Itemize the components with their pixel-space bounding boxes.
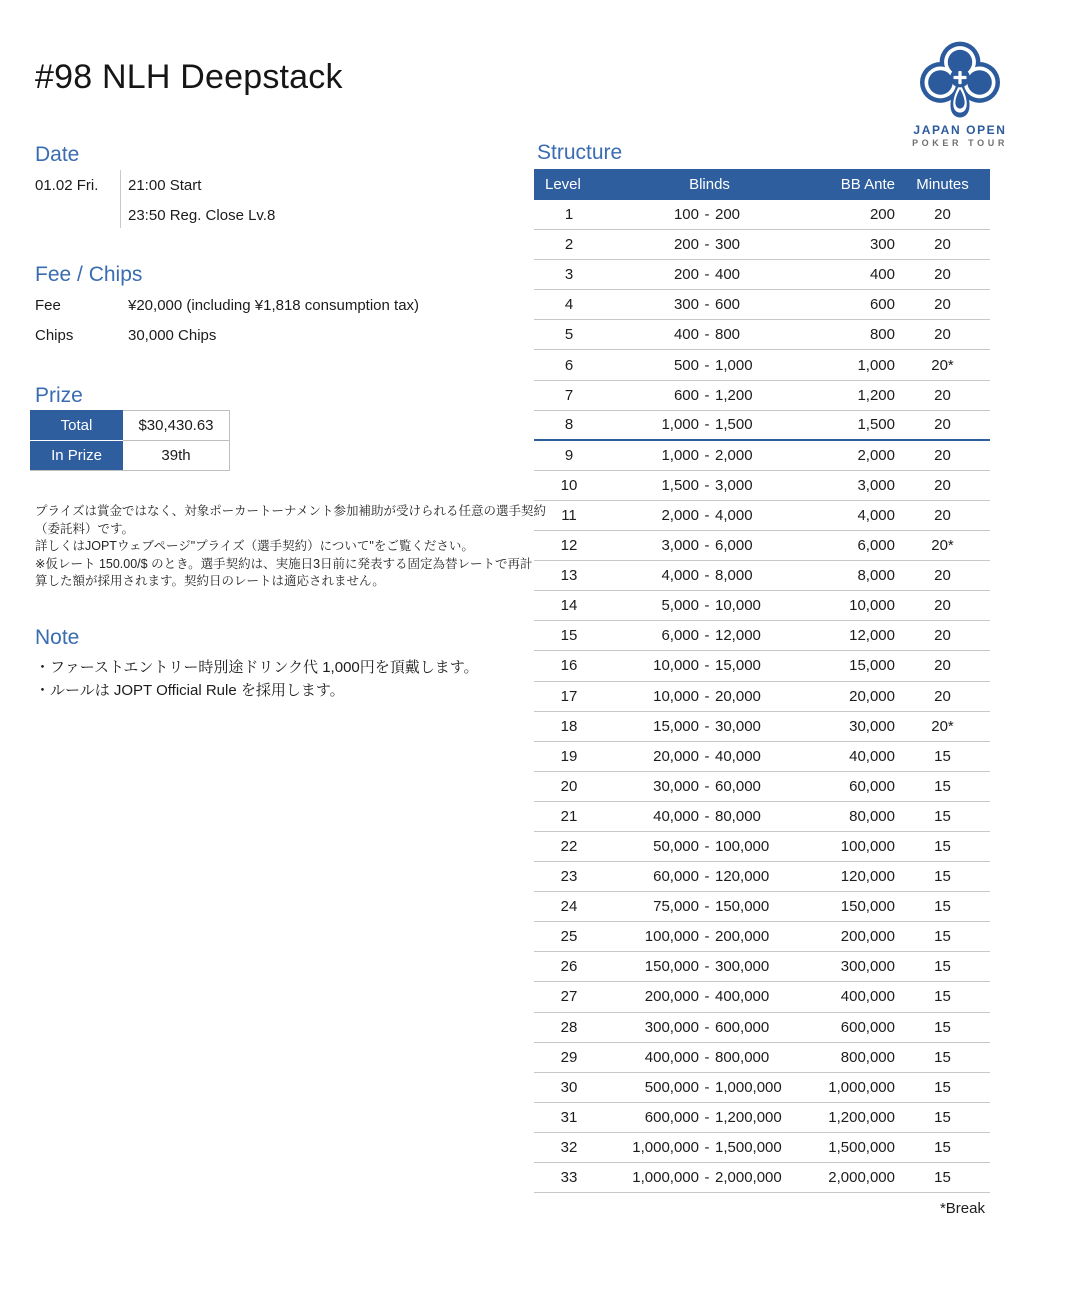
bb-ante-cell: 120,000 bbox=[840, 868, 895, 886]
level-cell: 2 bbox=[564, 236, 574, 254]
blinds-separator: - bbox=[704, 597, 710, 615]
bb-ante-cell: 4,000 bbox=[857, 506, 895, 524]
minutes-cell: 15 bbox=[934, 1018, 951, 1036]
minutes-cell: 20* bbox=[931, 537, 954, 555]
big-blind-cell: 1,500,000 bbox=[715, 1138, 782, 1156]
structure-table-row bbox=[534, 1133, 990, 1163]
structure-table-row bbox=[534, 1103, 990, 1133]
big-blind-cell: 200 bbox=[715, 206, 741, 224]
structure-table-row bbox=[534, 982, 990, 1012]
small-blind-cell: 1,000,000 bbox=[632, 1138, 699, 1156]
start-time: 21:00 Start bbox=[128, 177, 202, 194]
structure-table-row bbox=[534, 1043, 990, 1073]
small-blind-cell: 1,000 bbox=[661, 446, 699, 464]
blinds-separator: - bbox=[704, 657, 710, 675]
structure-table-row bbox=[534, 802, 990, 832]
bb-ante-cell: 30,000 bbox=[849, 717, 895, 735]
club-suit-icon bbox=[919, 40, 1001, 120]
structure-table-row bbox=[534, 531, 990, 561]
small-blind-cell: 10,000 bbox=[653, 687, 699, 705]
small-blind-cell: 100,000 bbox=[644, 928, 699, 946]
minutes-cell: 20 bbox=[934, 657, 951, 675]
structure-table-row bbox=[534, 411, 990, 441]
structure-table-row bbox=[534, 441, 990, 471]
blinds-separator: - bbox=[704, 1108, 710, 1126]
big-blind-cell: 1,500 bbox=[715, 416, 753, 434]
small-blind-cell: 5,000 bbox=[661, 597, 699, 615]
small-blind-cell: 300,000 bbox=[644, 1018, 699, 1036]
level-cell: 19 bbox=[560, 747, 578, 765]
structure-table-row bbox=[534, 651, 990, 681]
big-blind-cell: 400,000 bbox=[715, 988, 770, 1006]
structure-table-row bbox=[534, 1073, 990, 1103]
bb-ante-cell: 1,500,000 bbox=[828, 1138, 895, 1156]
bb-ante-cell: 1,200,000 bbox=[828, 1108, 895, 1126]
small-blind-cell: 75,000 bbox=[653, 898, 699, 916]
structure-table-row bbox=[534, 200, 990, 230]
big-blind-cell: 20,000 bbox=[715, 687, 761, 705]
big-blind-cell: 800,000 bbox=[715, 1048, 770, 1066]
small-blind-cell: 10,000 bbox=[653, 657, 699, 675]
big-blind-cell: 400 bbox=[715, 266, 741, 284]
structure-table-row bbox=[534, 621, 990, 651]
chips-label: Chips bbox=[35, 327, 74, 344]
small-blind-cell: 50,000 bbox=[653, 838, 699, 856]
level-cell: 15 bbox=[560, 627, 578, 645]
big-blind-cell: 3,000 bbox=[715, 476, 753, 494]
small-blind-cell: 150,000 bbox=[644, 958, 699, 976]
blinds-separator: - bbox=[704, 537, 710, 555]
bb-ante-cell: 12,000 bbox=[849, 627, 895, 645]
structure-table-row bbox=[534, 350, 990, 380]
minutes-cell: 15 bbox=[934, 928, 951, 946]
minutes-cell: 20 bbox=[934, 236, 951, 254]
blinds-separator: - bbox=[704, 296, 710, 314]
bb-ante-cell: 150,000 bbox=[840, 898, 895, 916]
blinds-separator: - bbox=[704, 988, 710, 1006]
bb-ante-cell: 6,000 bbox=[857, 537, 895, 555]
big-blind-cell: 1,000 bbox=[715, 356, 753, 374]
small-blind-cell: 600 bbox=[673, 386, 699, 404]
blinds-separator: - bbox=[704, 476, 710, 494]
minutes-cell: 20 bbox=[934, 266, 951, 284]
blinds-separator: - bbox=[704, 898, 710, 916]
minutes-cell: 15 bbox=[934, 988, 951, 1006]
structure-table-row bbox=[534, 320, 990, 350]
level-cell: 5 bbox=[564, 326, 574, 344]
prize-disclaimer-line: ※仮レート 150.00/$ のとき。選手契約は、実施日3日前に発表する固定為替レートで再計 bbox=[35, 556, 533, 571]
break-footnote: *Break bbox=[939, 1200, 985, 1217]
prize-inprize-label: In Prize bbox=[30, 440, 123, 470]
blinds-separator: - bbox=[704, 958, 710, 976]
big-blind-cell: 80,000 bbox=[715, 807, 761, 825]
bb-ante-cell: 300 bbox=[869, 236, 895, 254]
structure-table-row bbox=[534, 591, 990, 621]
level-cell: 4 bbox=[564, 296, 574, 314]
level-cell: 7 bbox=[564, 386, 574, 404]
blinds-separator: - bbox=[704, 266, 710, 284]
small-blind-cell: 4,000 bbox=[661, 567, 699, 585]
structure-table-row bbox=[534, 1163, 990, 1193]
minutes-cell: 15 bbox=[934, 958, 951, 976]
level-cell: 22 bbox=[560, 838, 578, 856]
minutes-cell: 20 bbox=[934, 476, 951, 494]
level-cell: 11 bbox=[561, 506, 577, 524]
bb-ante-cell: 1,500 bbox=[857, 416, 895, 434]
structure-table-row bbox=[534, 922, 990, 952]
big-blind-cell: 800 bbox=[715, 326, 741, 344]
level-cell: 29 bbox=[560, 1048, 578, 1066]
level-cell: 17 bbox=[560, 687, 578, 705]
big-blind-cell: 2,000,000 bbox=[715, 1169, 782, 1187]
minutes-cell: 20 bbox=[934, 567, 951, 585]
big-blind-cell: 15,000 bbox=[715, 657, 761, 675]
bb-ante-cell: 80,000 bbox=[849, 807, 895, 825]
bb-ante-cell: 15,000 bbox=[849, 657, 895, 675]
prize-total-value: $30,430.63 bbox=[123, 410, 230, 440]
big-blind-cell: 100,000 bbox=[715, 838, 770, 856]
level-cell: 1 bbox=[564, 206, 574, 224]
column-header-bb-ante: BB Ante bbox=[840, 176, 895, 193]
level-cell: 26 bbox=[560, 958, 578, 976]
prize-disclaimer-line: 詳しくはJOPTウェブページ"プライズ（選手契約）について"をご覧ください。 bbox=[35, 539, 474, 554]
small-blind-cell: 100 bbox=[673, 206, 699, 224]
bb-ante-cell: 60,000 bbox=[849, 777, 895, 795]
small-blind-cell: 6,000 bbox=[661, 627, 699, 645]
bb-ante-cell: 10,000 bbox=[849, 597, 895, 615]
minutes-cell: 20 bbox=[934, 386, 951, 404]
level-cell: 32 bbox=[560, 1138, 578, 1156]
bb-ante-cell: 1,000,000 bbox=[828, 1078, 895, 1096]
minutes-cell: 15 bbox=[934, 898, 951, 916]
big-blind-cell: 1,200 bbox=[715, 386, 753, 404]
note-item: ・ファーストエントリー時別途ドリンク代 1,000円を頂戴します。 bbox=[35, 659, 479, 676]
blinds-separator: - bbox=[704, 868, 710, 886]
minutes-cell: 15 bbox=[934, 1078, 951, 1096]
minutes-cell: 20 bbox=[934, 627, 951, 645]
structure-table-body bbox=[534, 200, 990, 1193]
bb-ante-cell: 800 bbox=[869, 326, 895, 344]
minutes-cell: 15 bbox=[934, 868, 951, 886]
level-cell: 30 bbox=[560, 1078, 578, 1096]
level-cell: 24 bbox=[560, 898, 578, 916]
structure-table-row bbox=[534, 742, 990, 772]
bb-ante-cell: 100,000 bbox=[840, 838, 895, 856]
level-cell: 14 bbox=[560, 597, 578, 615]
logo-text-poker-tour: POKER TOUR bbox=[912, 138, 1008, 148]
date-value: 01.02 Fri. bbox=[35, 177, 99, 194]
small-blind-cell: 400 bbox=[673, 326, 699, 344]
minutes-cell: 15 bbox=[934, 1169, 951, 1187]
bb-ante-cell: 40,000 bbox=[849, 747, 895, 765]
minutes-cell: 20 bbox=[934, 326, 951, 344]
level-cell: 23 bbox=[560, 868, 578, 886]
blinds-separator: - bbox=[704, 807, 710, 825]
level-cell: 12 bbox=[560, 537, 578, 555]
structure-table-row bbox=[534, 832, 990, 862]
structure-table-row bbox=[534, 260, 990, 290]
prize-disclaimer-line: 算した額が採用されます。契約日のレートは適応されません。 bbox=[35, 574, 385, 589]
blinds-separator: - bbox=[704, 838, 710, 856]
big-blind-cell: 10,000 bbox=[715, 597, 761, 615]
minutes-cell: 15 bbox=[934, 838, 951, 856]
small-blind-cell: 30,000 bbox=[653, 777, 699, 795]
big-blind-cell: 6,000 bbox=[715, 537, 753, 555]
page-title: #98 NLH Deepstack bbox=[35, 58, 343, 96]
minutes-cell: 15 bbox=[934, 1108, 951, 1126]
level-cell: 16 bbox=[560, 657, 578, 675]
blinds-separator: - bbox=[704, 687, 710, 705]
blinds-separator: - bbox=[704, 1018, 710, 1036]
big-blind-cell: 12,000 bbox=[715, 627, 761, 645]
bb-ante-cell: 400,000 bbox=[840, 988, 895, 1006]
level-cell: 13 bbox=[560, 567, 578, 585]
structure-table-row bbox=[534, 682, 990, 712]
big-blind-cell: 60,000 bbox=[715, 777, 761, 795]
date-heading: Date bbox=[35, 143, 80, 166]
small-blind-cell: 40,000 bbox=[653, 807, 699, 825]
structure-table-row bbox=[534, 1013, 990, 1043]
minutes-cell: 20 bbox=[934, 296, 951, 314]
blinds-separator: - bbox=[704, 386, 710, 404]
structure-table-row bbox=[534, 712, 990, 742]
minutes-cell: 15 bbox=[934, 777, 951, 795]
level-cell: 3 bbox=[564, 266, 574, 284]
big-blind-cell: 4,000 bbox=[715, 506, 753, 524]
minutes-cell: 15 bbox=[934, 807, 951, 825]
date-divider bbox=[120, 170, 121, 228]
structure-table-row bbox=[534, 501, 990, 531]
big-blind-cell: 150,000 bbox=[715, 898, 770, 916]
small-blind-cell: 500,000 bbox=[644, 1078, 699, 1096]
small-blind-cell: 500 bbox=[673, 356, 699, 374]
minutes-cell: 20 bbox=[934, 687, 951, 705]
blinds-separator: - bbox=[704, 777, 710, 795]
note-item: ・ルールは JOPT Official Rule を採用します。 bbox=[35, 682, 345, 699]
structure-table bbox=[534, 169, 990, 1193]
big-blind-cell: 40,000 bbox=[715, 747, 761, 765]
big-blind-cell: 1,200,000 bbox=[715, 1108, 782, 1126]
small-blind-cell: 200 bbox=[673, 266, 699, 284]
big-blind-cell: 2,000 bbox=[715, 446, 753, 464]
minutes-cell: 20* bbox=[931, 717, 954, 735]
structure-table-row bbox=[534, 471, 990, 501]
small-blind-cell: 60,000 bbox=[653, 868, 699, 886]
prize-total-label: Total bbox=[30, 410, 123, 440]
blinds-separator: - bbox=[704, 1048, 710, 1066]
small-blind-cell: 1,500 bbox=[661, 476, 699, 494]
level-cell: 27 bbox=[560, 988, 578, 1006]
minutes-cell: 20 bbox=[934, 506, 951, 524]
small-blind-cell: 15,000 bbox=[653, 717, 699, 735]
structure-table-row bbox=[534, 230, 990, 260]
structure-table-row bbox=[534, 952, 990, 982]
minutes-cell: 15 bbox=[934, 1048, 951, 1066]
blinds-separator: - bbox=[704, 1169, 710, 1187]
fee-value: ¥20,000 (including ¥1,818 consumption tax) bbox=[128, 297, 420, 314]
level-cell: 25 bbox=[560, 928, 578, 946]
logo-text-japan-open: JAPAN OPEN bbox=[913, 123, 1007, 137]
minutes-cell: 20 bbox=[934, 416, 951, 434]
bb-ante-cell: 200 bbox=[869, 206, 895, 224]
small-blind-cell: 400,000 bbox=[644, 1048, 699, 1066]
structure-table-header bbox=[534, 169, 990, 200]
minutes-cell: 20 bbox=[934, 597, 951, 615]
structure-table-row bbox=[534, 772, 990, 802]
big-blind-cell: 300 bbox=[715, 236, 741, 254]
blinds-separator: - bbox=[704, 236, 710, 254]
big-blind-cell: 120,000 bbox=[715, 868, 770, 886]
column-header-blinds: Blinds bbox=[689, 176, 730, 193]
structure-heading: Structure bbox=[537, 141, 623, 164]
bb-ante-cell: 200,000 bbox=[840, 928, 895, 946]
level-cell: 28 bbox=[560, 1018, 578, 1036]
blinds-separator: - bbox=[704, 1078, 710, 1096]
chips-value: 30,000 Chips bbox=[128, 327, 217, 344]
fee-label: Fee bbox=[35, 297, 61, 314]
blinds-separator: - bbox=[704, 747, 710, 765]
big-blind-cell: 8,000 bbox=[715, 567, 753, 585]
fee-chips-heading: Fee / Chips bbox=[35, 263, 143, 286]
bb-ante-cell: 600 bbox=[869, 296, 895, 314]
level-cell: 20 bbox=[560, 777, 578, 795]
blinds-separator: - bbox=[704, 627, 710, 645]
big-blind-cell: 1,000,000 bbox=[715, 1078, 782, 1096]
level-cell: 33 bbox=[560, 1169, 578, 1187]
level-cell: 31 bbox=[560, 1108, 578, 1126]
prize-heading: Prize bbox=[35, 384, 83, 407]
small-blind-cell: 1,000,000 bbox=[632, 1169, 699, 1187]
big-blind-cell: 30,000 bbox=[715, 717, 761, 735]
small-blind-cell: 20,000 bbox=[653, 747, 699, 765]
jopt-logo bbox=[905, 40, 1015, 148]
structure-table-row bbox=[534, 862, 990, 892]
minutes-cell: 20* bbox=[931, 356, 954, 374]
column-header-level: Level bbox=[545, 176, 581, 193]
minutes-cell: 15 bbox=[934, 747, 951, 765]
small-blind-cell: 200,000 bbox=[644, 988, 699, 1006]
bb-ante-cell: 1,000 bbox=[857, 356, 895, 374]
prize-inprize-row bbox=[30, 440, 230, 470]
small-blind-cell: 300 bbox=[673, 296, 699, 314]
level-cell: 10 bbox=[560, 476, 578, 494]
bb-ante-cell: 1,200 bbox=[857, 386, 895, 404]
small-blind-cell: 1,000 bbox=[661, 416, 699, 434]
structure-table-row bbox=[534, 381, 990, 411]
level-cell: 18 bbox=[560, 717, 578, 735]
bb-ante-cell: 800,000 bbox=[840, 1048, 895, 1066]
reg-close-time: 23:50 Reg. Close Lv.8 bbox=[128, 207, 276, 224]
bb-ante-cell: 2,000 bbox=[857, 446, 895, 464]
blinds-separator: - bbox=[704, 416, 710, 434]
structure-table-row bbox=[534, 290, 990, 320]
prize-disclaimer-line: プライズは賞金ではなく、対象ポーカートーナメント参加補助が受けられる任意の選手契約 bbox=[35, 504, 547, 518]
level-cell: 8 bbox=[564, 416, 574, 434]
prize-disclaimer bbox=[35, 503, 546, 591]
blinds-separator: - bbox=[704, 206, 710, 224]
structure-table-row bbox=[534, 892, 990, 922]
prize-total-row bbox=[30, 410, 230, 440]
big-blind-cell: 300,000 bbox=[715, 958, 770, 976]
blinds-separator: - bbox=[704, 717, 710, 735]
bb-ante-cell: 2,000,000 bbox=[828, 1169, 895, 1187]
bb-ante-cell: 600,000 bbox=[840, 1018, 895, 1036]
minutes-cell: 20 bbox=[934, 446, 951, 464]
blinds-separator: - bbox=[704, 326, 710, 344]
blinds-separator: - bbox=[704, 928, 710, 946]
small-blind-cell: 3,000 bbox=[661, 537, 699, 555]
bb-ante-cell: 300,000 bbox=[840, 958, 895, 976]
bb-ante-cell: 8,000 bbox=[857, 567, 895, 585]
small-blind-cell: 2,000 bbox=[661, 506, 699, 524]
prize-table bbox=[30, 410, 230, 471]
blinds-separator: - bbox=[704, 446, 710, 464]
bb-ante-cell: 20,000 bbox=[849, 687, 895, 705]
level-cell: 9 bbox=[564, 446, 574, 464]
blinds-separator: - bbox=[704, 356, 710, 374]
bb-ante-cell: 400 bbox=[869, 266, 895, 284]
note-heading: Note bbox=[35, 626, 80, 649]
structure-table-row bbox=[534, 561, 990, 591]
small-blind-cell: 200 bbox=[673, 236, 699, 254]
prize-inprize-value: 39th bbox=[123, 440, 230, 470]
blinds-separator: - bbox=[704, 567, 710, 585]
big-blind-cell: 600,000 bbox=[715, 1018, 770, 1036]
level-cell: 21 bbox=[560, 807, 578, 825]
minutes-cell: 15 bbox=[934, 1138, 951, 1156]
column-header-minutes: Minutes bbox=[916, 176, 969, 193]
level-cell: 6 bbox=[564, 356, 574, 374]
minutes-cell: 20 bbox=[934, 206, 951, 224]
blinds-separator: - bbox=[704, 506, 710, 524]
bb-ante-cell: 3,000 bbox=[857, 476, 895, 494]
small-blind-cell: 600,000 bbox=[644, 1108, 699, 1126]
big-blind-cell: 200,000 bbox=[715, 928, 770, 946]
prize-disclaimer-line: （委託料）です。 bbox=[35, 521, 135, 536]
blinds-separator: - bbox=[704, 1138, 710, 1156]
big-blind-cell: 600 bbox=[715, 296, 741, 314]
